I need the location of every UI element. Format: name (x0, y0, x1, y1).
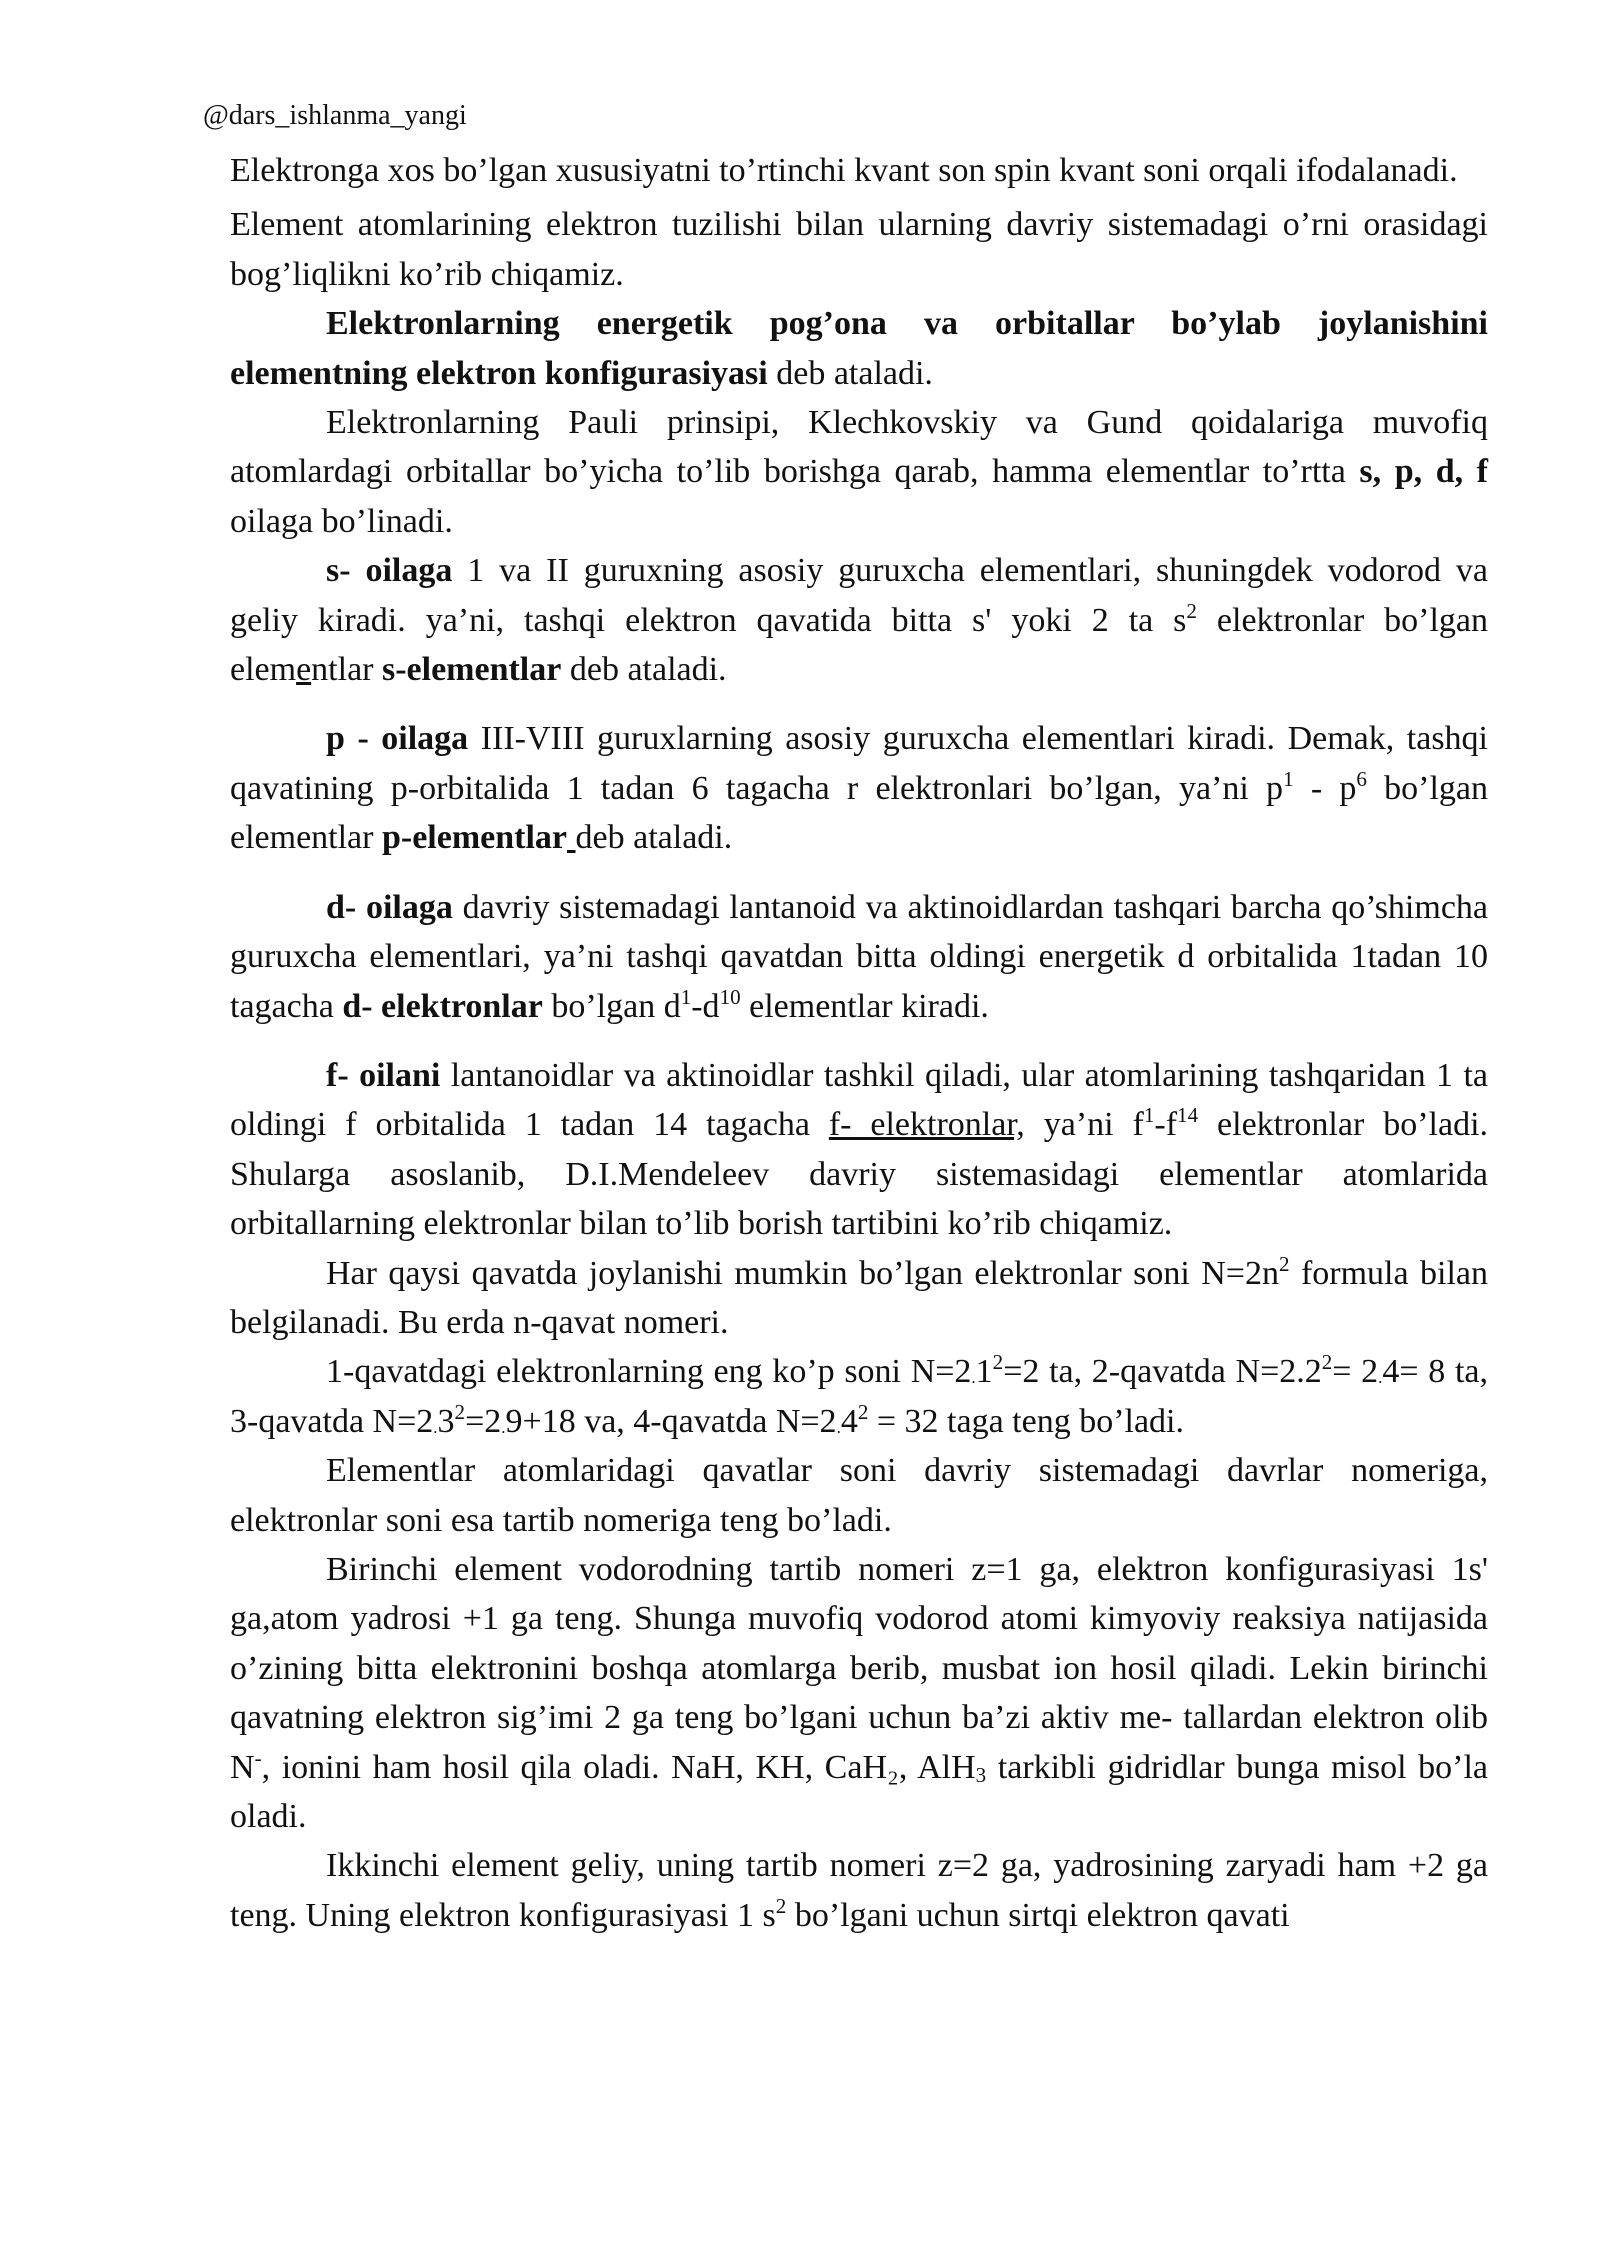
paragraph-electron-structure: Element atomlarining elektron tuzilishi bilan ularning davriy sistemadagi o’rni orasidagi bog’liqlikni ko’rib chiqamiz. (230, 206, 1488, 293)
paragraph-hydrogen: Birinchi element vodorodning tartib nomeri z=1 ga, elektron konfigurasiyasi 1s' ga,atom yadrosi +1 ga teng. Shunga muvofiq vodorod atomi kimyoviy reaksiya natijasida o’zining bitta elektronini boshqa atomlarga berib, musbat ion hosil qiladi. Lekin birinchi qavatning elektron sig’imi 2 ga teng bo’lgani uchun ba’zi aktiv me- tallardan elektron olib N-, ionini ham hosil qila oladi. NaH, KH, CaH₂, AlH$_3$ tarkibli gidridlar bunga misol bo’la oladi. (230, 1550, 1488, 1835)
paragraph-families: Elektronlarning Pauli prinsipi, Klechkovskiy va Gund qoidalariga muvofiq atomlardagi orbitallar bo’yicha to’lib borishga qarab, hamma elementlar to’rtta s, p, d, f oilaga bo’linadi. (230, 404, 1488, 540)
paragraph-configuration-definition: Elektronlarning energetik pog’ona va orbitallar bo’ylab joylanishini elementning elektron konfigurasiyasi deb ataladi. (230, 305, 1488, 392)
document-body (230, 146, 1488, 1940)
paragraph-spin: Elektronga xos bo’lgan xususiyatni to’rtinchi kvant son spin kvant soni orqali ifodalanadi. (230, 152, 1458, 189)
paragraph-p-family: p - oilaga III-VIII guruxlarning asosiy guruxcha elementlari kiradi. Demak, tashqi qavatining p-orbitalida 1 tadan 6 tagacha r elektronlari bo’lgan, ya’ni $p^1 - p^6$ bo’lgan elementlar p-elementlar deb ataladi. (230, 720, 1489, 857)
paragraph-f-family: f- oilani lantanoidlar va aktinoidlar tashkil qiladi, ular atomlarining tashqaridan 1 ta oldingi f orbitalida 1 tadan 14 tagacha f- elektronlar, ya’ni $f^1-f^{14}$ elektronlar bo’ladi. Shularga asoslanib, D.I.Mendeleev davriy sistemasidagi elementlar atomlarida orbitallarning elektronlar bilan to’lib borish tartibini ko’rib chiqamiz. (230, 1056, 1489, 1243)
f-electrons-term: f- elektronlar, (828, 1106, 1025, 1144)
paragraph-capacity-examples: 1-qavatdagi elektronlarning eng ko’p soni $N=2.1^2=2$ ta, 2-qavatda $N=2.2^2= 2.4= 8$ ta, 3-qavatda $N=2.3^2=2.9+18$ va, 4-qavatda $N=2.4^2 = 32$ taga teng bo’ladi. (230, 1350, 1488, 1440)
channel-watermark: @dars_ishlanma_yangi (203, 100, 467, 131)
paragraph-periods: Elementlar atomlaridagi qavatlar soni davriy sistemadagi davrlar nomeriga, elektronlar soni esa tartib nomeriga teng bo’ladi. (230, 1452, 1488, 1539)
definition-term: Elektronlarning energetik pog’ona va orbitallar bo’ylab joylanishini elementning elektron konfigurasiyasi (230, 305, 1488, 392)
paragraph-s-family: s- oilaga 1 va II guruxning asosiy guruxcha elementlari, shuningdek vodorod va geliy kiradi. ya’ni, tashqi elektron qavatida bitta s' yoki 2 ta $s^2$ elektronlar bo’lgan elementlar s-elementlar deb ataladi. (230, 552, 1488, 689)
s-family-heading: s- oilaga (326, 552, 453, 590)
p-family-heading: p - oilaga (326, 720, 469, 758)
paragraph-d-family: d- oilaga davriy sistemadagi lantanoid va aktinoidlardan tashqari barcha qo’shimcha guruxcha elementlari, ya’ni tashqi qavatdan bitta oldingi energetik d orbitalida 1tadan 10 tagacha d- elektronlar bo’lgan $d^1-d^{10}$ elementlar kiradi. (230, 888, 1488, 1025)
f-family-heading: f- oilani (326, 1056, 441, 1094)
d-electrons-term: d- elektronlar (342, 987, 543, 1025)
family-letters: s, p, d, f (1359, 453, 1488, 491)
p-elements-term: p-elementlar (381, 819, 568, 857)
d-family-heading: d- oilaga (326, 888, 453, 926)
paragraph-helium: Ikkinchi element geliy, uning tartib nomeri z=2 ga, yadrosining zaryadi ham +2 ga teng. Uning elektron konfigurasiyasi 1 $s^2$ bo’lgani uchun sirtqi elektron qavati (230, 1847, 1488, 1934)
s-elements-term: s-elementlar (381, 651, 562, 689)
paragraph-capacity-formula: Har qaysi qavatda joylanishi mumkin bo’lgan elektronlar soni $N=2n^2$ formula bilan belgilanadi. Bu erda n-qavat nomeri. (230, 1251, 1488, 1341)
